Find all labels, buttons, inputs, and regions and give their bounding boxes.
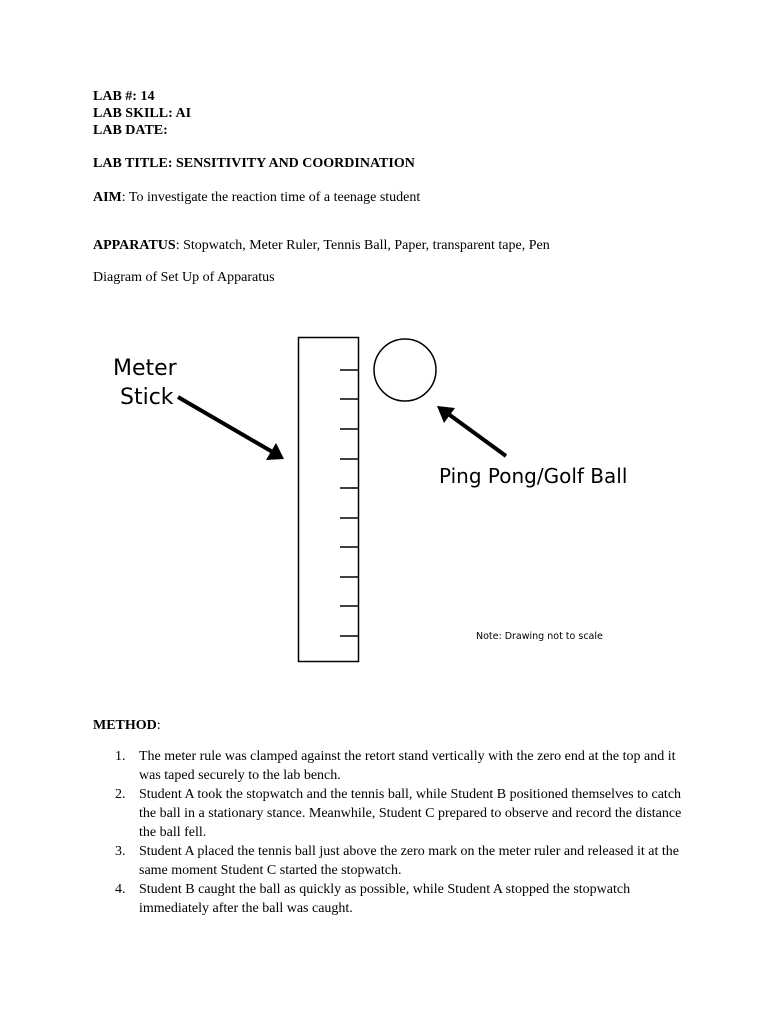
list-item — [93, 747, 683, 785]
apparatus-text: : Stopwatch, Meter Ruler, Tennis Ball, Paper, transparent tape, Pen — [175, 238, 550, 253]
step-number: 1. — [115, 749, 126, 764]
method-steps — [93, 747, 683, 918]
list-item — [93, 785, 683, 842]
step-text: Student B caught the ball as quickly as possible, while Student A stopped the stopwatch immediately after the ball was caught. — [139, 882, 631, 916]
step-number: 4. — [115, 882, 126, 897]
lab-date: LAB DATE: — [93, 123, 168, 138]
arrow-icon — [178, 397, 284, 460]
diagram-caption: Diagram of Set Up of Apparatus — [93, 270, 275, 285]
lab-skill: LAB SKILL: AI — [93, 106, 192, 121]
method-suffix: : — [156, 718, 161, 733]
aim-text: : To investigate the reaction time of a teenage student — [121, 190, 421, 205]
step-number: 3. — [115, 844, 126, 859]
apparatus-line — [93, 237, 550, 254]
meter-stick-ticks — [340, 370, 358, 636]
step-text: The meter rule was clamped against the retort stand vertically with the zero end at the top and it was taped securely to the lab bench. — [139, 749, 676, 783]
apparatus-diagram — [0, 300, 768, 670]
step-text: Student A took the stopwatch and the tennis ball, while Student B positioned themselves to catch the ball in a stationary stance. Meanwhile, Student C prepared to observe and record the distance the ball fell. — [139, 787, 682, 840]
aim-line — [93, 189, 420, 206]
lab-title: LAB TITLE: SENSITIVITY AND COORDINATION — [93, 156, 415, 171]
meter-stick-label-line1: Meter — [113, 356, 177, 381]
aim-label: AIM — [93, 190, 122, 205]
apparatus-label: APPARATUS — [93, 238, 176, 253]
method-heading — [93, 717, 161, 734]
lab-number: LAB #: 14 — [93, 89, 155, 104]
step-number: 2. — [115, 787, 126, 802]
ball-label: Ping Pong/Golf Ball — [439, 464, 628, 488]
ball — [374, 339, 436, 401]
method-label: METHOD — [93, 718, 157, 733]
meter-stick — [299, 338, 359, 662]
list-item — [93, 842, 683, 880]
scale-note: Note: Drawing not to scale — [476, 631, 603, 642]
meter-stick-label-line2: Stick — [120, 385, 174, 410]
arrow-icon — [437, 406, 506, 456]
step-text: Student A placed the tennis ball just above the zero mark on the meter ruler and released it at the same moment Student C started the stopwatch. — [139, 844, 679, 878]
list-item — [93, 880, 683, 918]
